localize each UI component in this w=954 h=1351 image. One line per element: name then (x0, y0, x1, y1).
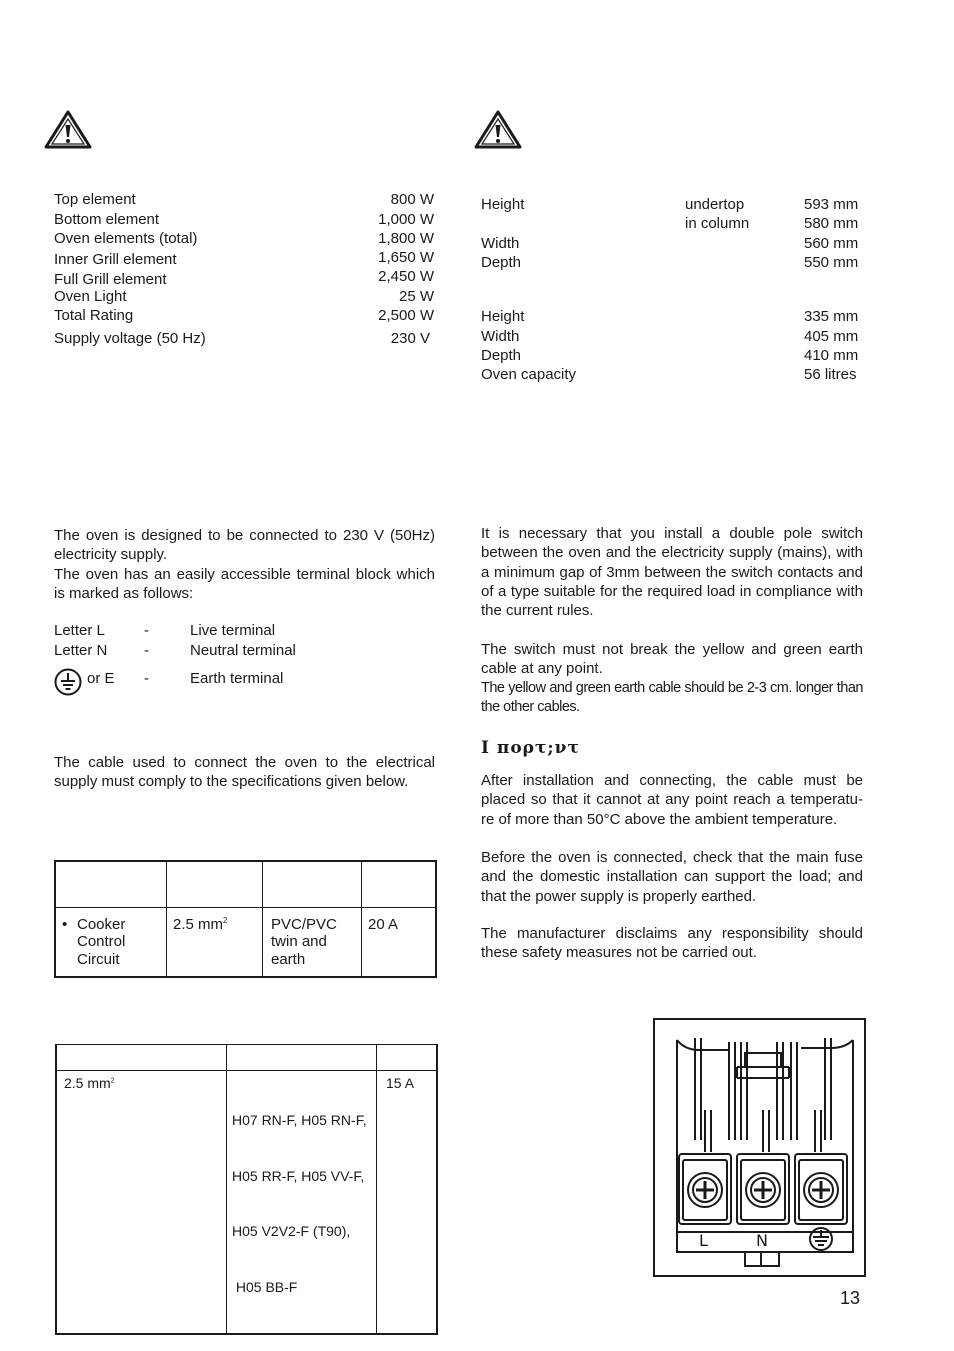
rating-value: 2,450 W (378, 268, 434, 285)
rating-label: Bottom element (54, 211, 160, 228)
fuse-cell (362, 907, 437, 977)
temperature-paragraph (481, 771, 863, 829)
terminal-dash: - (144, 642, 149, 659)
important-heading: Ι πορτ;ντ (481, 738, 580, 758)
rating-value: 25 W (398, 288, 434, 305)
cell-text: 20 A (368, 915, 399, 933)
page-number: 13 (840, 1288, 861, 1308)
cell-line: twin and (271, 933, 327, 950)
table-row (56, 1071, 437, 1335)
earth-symbol-icon (54, 668, 82, 696)
cable-table-2 (55, 1044, 438, 1335)
dim-sub: undertop (685, 196, 745, 213)
cell-line: H05 BB-F (232, 1278, 298, 1295)
paragraph: The manufacturer disclaims any responsibility should these safety measures not be carried out. (481, 925, 863, 962)
terminal-desc: Live terminal (190, 622, 276, 639)
size-cell (56, 1071, 227, 1335)
cell-line: Circuit (77, 950, 120, 968)
rating-value: 1,800 W (378, 230, 434, 247)
dim-value: 593 mm (804, 196, 859, 213)
type-cell (227, 1071, 377, 1335)
cell-line: PVC/PVC (271, 915, 337, 933)
paragraph: The yellow and green earth cable should be 2-3 cm. longer than the other cables. (481, 679, 863, 715)
dim-label: Width (481, 328, 520, 345)
rating-value: 230 V (390, 330, 430, 347)
cable-table-1 (54, 860, 437, 978)
cell-line: H07 RN-F, H05 RN-F, (232, 1112, 367, 1128)
paragraph: Before the oven is connected, check that the main fuse and the domestic installation can support the load; and that the power supply is properly earthed. (481, 849, 863, 905)
dim-label: Height (481, 196, 525, 213)
paragraph: After installation and connecting, the cable must be placed so that it cannot at any point reach a temperatu- re of more than 50°C above the ambient temperature. (481, 772, 863, 828)
warning-icon (44, 110, 92, 150)
cell-line: Cooker (77, 915, 126, 933)
rating-value: 800 W (390, 191, 434, 208)
dim-value: 56 litres (804, 366, 857, 383)
terminal-desc: Neutral terminal (190, 642, 296, 659)
terminal-block-figure (653, 1018, 866, 1277)
terminal-label-live: L (699, 1231, 708, 1250)
dim-value: 580 mm (804, 215, 859, 232)
dim-label: Height (481, 308, 525, 325)
paragraph: The switch must not break the yellow and green earth cable at any point. (481, 641, 863, 678)
dim-value: 410 mm (804, 347, 859, 364)
cell-text: 2.5 mm (64, 1075, 111, 1091)
rating-label: Inner Grill element (54, 251, 177, 268)
earth-cable-paragraph (481, 640, 863, 717)
switch-paragraph (481, 524, 863, 620)
dim-value: 550 mm (804, 254, 859, 271)
rating-label: Full Grill element (54, 271, 167, 288)
circuit-cell (55, 907, 167, 977)
terminal-key: Letter L (54, 622, 105, 639)
terminal-desc: Earth terminal (190, 670, 284, 687)
connection-intro (54, 526, 435, 603)
terminal-dash: - (144, 622, 149, 639)
superscript: 2 (110, 1077, 115, 1085)
cell-text: 15 A (386, 1075, 415, 1091)
cell-line: earth (271, 950, 306, 968)
intro-paragraph: The oven has an easily accessible terminal block which is marked as follows: (54, 565, 435, 602)
disclaimer-paragraph (481, 924, 863, 963)
rating-label: Supply voltage (50 Hz) (54, 330, 206, 347)
rating-label: Total Rating (54, 307, 134, 324)
dim-label: Depth (481, 347, 522, 364)
rating-label: Oven Light (54, 288, 127, 305)
cell-line: H05 RR-F, H05 VV-F, (232, 1167, 365, 1184)
dim-value: 335 mm (804, 308, 859, 325)
rating-value: 1,650 W (378, 249, 434, 266)
size-cell (167, 907, 263, 977)
cell-text: 2.5 mm (173, 915, 224, 933)
warning-icon (474, 110, 522, 150)
rating-label: Top element (54, 191, 136, 208)
terminal-key: or E (87, 670, 115, 687)
terminal-block-icon (655, 1020, 864, 1275)
terminal-label-neutral: N (756, 1231, 768, 1250)
rating-value: 2,500 W (378, 307, 434, 324)
cell-line: H05 V2V2-F (T90), (232, 1223, 351, 1239)
terminal-dash: - (144, 670, 149, 687)
superscript: 2 (223, 915, 228, 925)
rating-value: 1,000 W (378, 211, 434, 228)
table-header-row (55, 861, 436, 907)
fuse-paragraph (481, 848, 863, 906)
intro-paragraph: The oven is designed to be connected to 230 V (50Hz) electricity supply. (54, 527, 435, 564)
dim-label: Oven capacity (481, 366, 577, 383)
dim-sub: in column (685, 215, 750, 232)
type-cell (263, 907, 362, 977)
fuse-cell (377, 1071, 438, 1335)
cell-line: Control (77, 933, 126, 950)
dim-value: 405 mm (804, 328, 859, 345)
table-row (55, 907, 436, 977)
cable-paragraph (54, 753, 435, 792)
dim-value: 560 mm (804, 235, 859, 252)
paragraph: It is necessary that you install a double pole switch between the oven and the electricity supply (mains), with a minimum gap of 3mm between the switch contacts and of a type suitable for the required load in compliance with the current rules. (481, 525, 863, 620)
dim-label: Width (481, 235, 520, 252)
table-header-row (56, 1045, 437, 1071)
dim-label: Depth (481, 254, 522, 271)
terminal-key: Letter N (54, 642, 108, 659)
bullet-icon: • (62, 915, 68, 933)
rating-label: Oven elements (total) (54, 230, 198, 247)
cable-text: The cable used to connect the oven to the electrical supply must comply to the specifications given below. (54, 754, 435, 791)
